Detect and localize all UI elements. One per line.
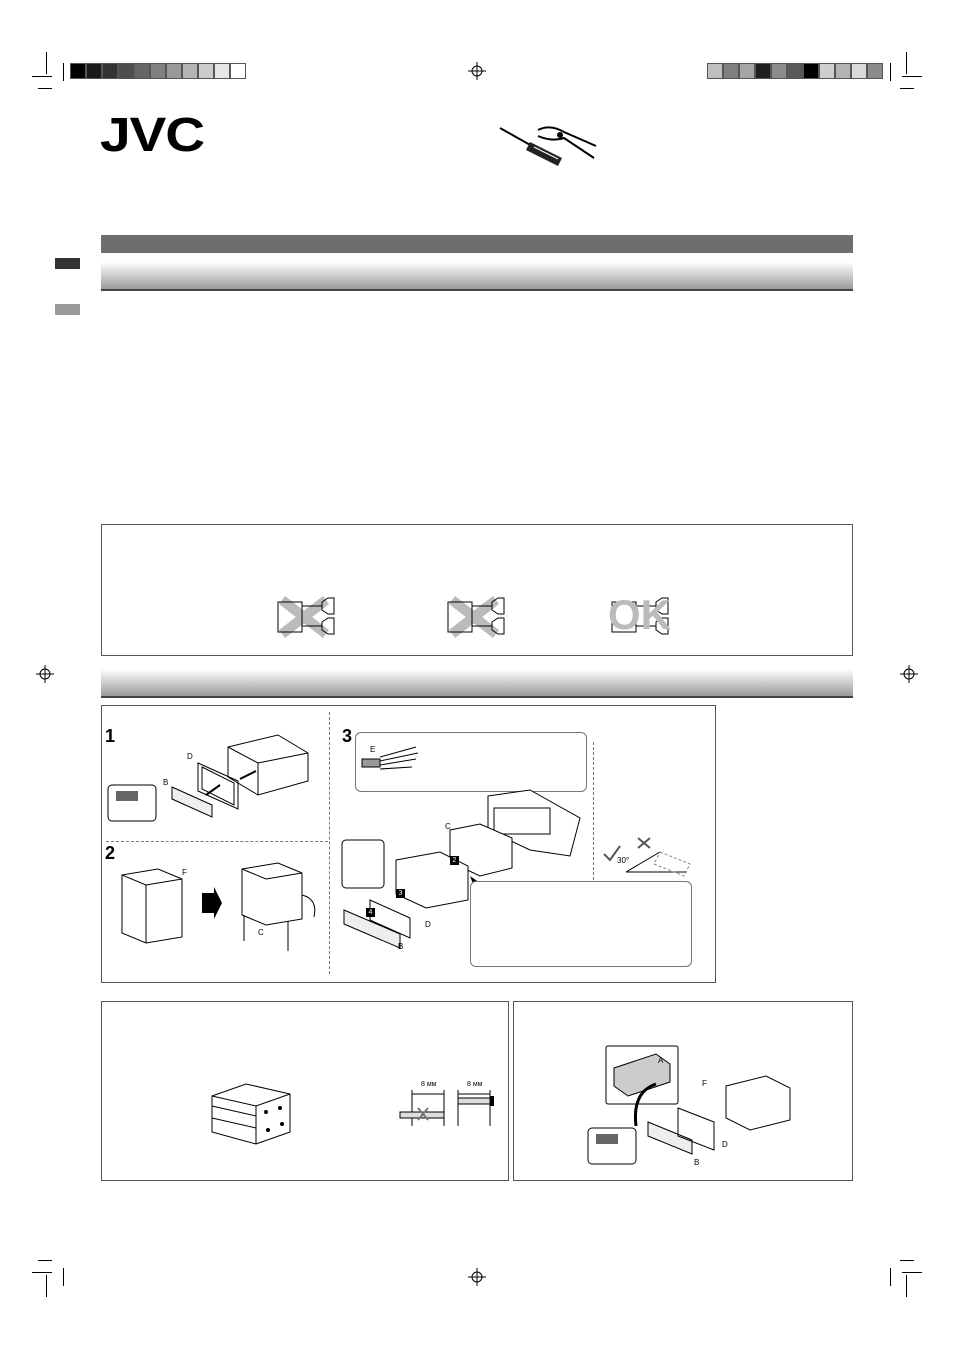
screw-length-label: 8 мм <box>467 1081 483 1088</box>
tools-illustration <box>498 124 600 166</box>
part-label: F <box>702 1079 707 1088</box>
crop-mark <box>32 76 52 77</box>
crop-mark <box>900 1260 914 1261</box>
crop-mark <box>906 52 907 74</box>
section-header-bar <box>101 235 853 253</box>
section-title-bar <box>101 262 853 291</box>
step-2-illustration <box>118 855 328 965</box>
color-swatch <box>755 63 771 79</box>
color-swatch <box>803 63 819 79</box>
color-swatch <box>851 63 867 79</box>
color-swatch <box>723 63 739 79</box>
step-3-number: 3 <box>342 726 353 746</box>
part-label: B <box>398 942 404 951</box>
part-label: D <box>187 752 193 761</box>
color-swatch <box>102 63 118 79</box>
speaker-ok-label: OK <box>608 591 671 638</box>
part-label: B <box>694 1158 700 1167</box>
cross-icon <box>452 600 496 634</box>
registration-mark-icon <box>468 62 486 80</box>
color-swatch <box>739 63 755 79</box>
color-swatch <box>182 63 198 79</box>
part-label: D <box>425 920 431 929</box>
language-tab <box>55 304 80 315</box>
part-label: E <box>370 745 376 754</box>
screw-length-label: 8 мм <box>421 1081 437 1088</box>
crop-mark <box>63 1268 64 1286</box>
crop-mark <box>890 1268 891 1286</box>
crop-mark <box>63 63 64 81</box>
color-swatch <box>787 63 803 79</box>
speaker-wiring-diagram <box>448 594 508 640</box>
color-swatch <box>707 63 723 79</box>
color-swatch <box>166 63 182 79</box>
crop-mark <box>32 1272 52 1273</box>
crop-mark <box>46 1275 47 1297</box>
crop-mark <box>902 1272 922 1273</box>
color-swatch <box>134 63 150 79</box>
crop-mark <box>900 88 914 89</box>
unit-screw-illustration <box>206 1072 298 1152</box>
substep-badge: 3 <box>396 889 405 898</box>
mounting-angle-diagram <box>600 832 700 880</box>
crop-mark <box>38 88 52 89</box>
step-1-illustration <box>108 735 328 835</box>
extraction-key-icon <box>360 745 420 775</box>
step-divider <box>106 841 328 842</box>
step-3-note-box <box>470 881 692 967</box>
part-label: C <box>445 822 451 831</box>
color-swatch <box>867 63 883 79</box>
color-swatch <box>198 63 214 79</box>
registration-mark-icon <box>900 665 918 683</box>
cross-icon <box>282 600 326 634</box>
registration-mark-icon <box>36 665 54 683</box>
color-swatch <box>118 63 134 79</box>
part-label: F <box>182 868 187 877</box>
crop-mark <box>906 1275 907 1297</box>
color-swatch <box>819 63 835 79</box>
language-tab-active <box>55 258 80 269</box>
substep-badge: 4 <box>366 908 375 917</box>
color-swatch <box>771 63 787 79</box>
part-label: A <box>658 1056 664 1065</box>
part-label: C <box>258 928 264 937</box>
jvc-logo: JVC <box>100 109 204 162</box>
color-swatch <box>150 63 166 79</box>
screwdriver-icon <box>500 128 562 166</box>
color-swatch <box>835 63 851 79</box>
step-2-number: 2 <box>105 843 116 863</box>
registration-mark-icon <box>468 1268 486 1286</box>
color-swatch <box>86 63 102 79</box>
step-divider <box>593 742 594 880</box>
speaker-wiring-diagram <box>278 594 338 640</box>
angle-label: 30° <box>617 856 630 865</box>
color-swatch <box>214 63 230 79</box>
cross-icon <box>638 838 650 848</box>
part-label: D <box>722 1140 728 1149</box>
screw-length-diagram <box>398 1088 502 1128</box>
crop-mark <box>902 76 922 77</box>
crop-mark <box>890 63 891 81</box>
substep-badge: 2 <box>450 856 459 865</box>
step-divider <box>329 712 330 974</box>
step-1-number: 1 <box>105 726 116 746</box>
crop-mark <box>46 52 47 74</box>
color-swatch <box>70 63 86 79</box>
color-swatch <box>230 63 246 79</box>
crop-mark <box>38 1260 52 1261</box>
removal-illustration <box>586 1046 796 1172</box>
installation-title-bar <box>101 669 853 698</box>
part-label: B <box>163 778 169 787</box>
